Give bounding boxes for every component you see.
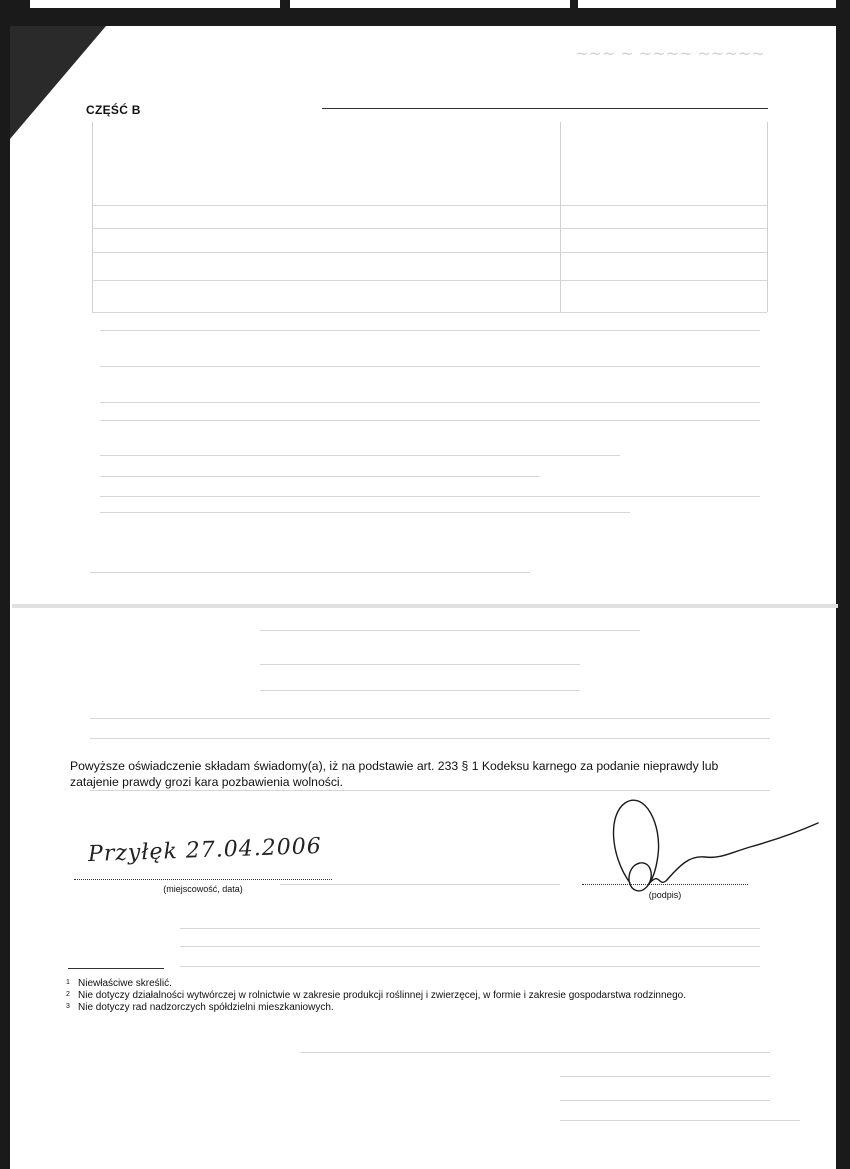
scan-border-gap — [578, 0, 838, 8]
bleed-through-rule — [100, 402, 760, 403]
bleed-through-rule — [260, 664, 580, 665]
footnote-text: Nie dotyczy działalności wytwórczej w rolnictwie w zakresie produkcji roślinnej i zwierzęcej, w formie i zakresie gospodarstwa rodzinnego. — [78, 990, 687, 1001]
bleed-through-rule — [560, 122, 561, 312]
section-title: CZĘŚĆ B — [86, 103, 141, 117]
footnote-number: 1 — [66, 979, 70, 986]
bleed-through-rule — [90, 790, 770, 791]
bleed-through-rule — [12, 604, 838, 608]
bleed-through-rule — [92, 205, 767, 206]
bleed-through-rule — [560, 1100, 770, 1101]
bleed-through-rule — [260, 630, 640, 631]
bleed-through-rule — [180, 946, 760, 947]
bleed-through-rule — [90, 718, 770, 719]
bleed-through-rule — [100, 420, 760, 421]
bleed-through-rule — [100, 496, 760, 497]
footnote-2 — [66, 990, 766, 1002]
bleed-through-rule — [180, 928, 760, 929]
bleed-through-rule — [300, 1052, 770, 1053]
signature-caption: (podpis) — [648, 890, 682, 900]
bleed-through-rule — [92, 252, 767, 253]
bleed-through-rule — [92, 280, 767, 281]
footnote-number: 2 — [66, 991, 70, 998]
bleed-through-rule — [100, 512, 630, 513]
footnote-number: 3 — [66, 1003, 70, 1010]
handwritten-signature — [600, 795, 830, 905]
footnote-1 — [66, 978, 766, 990]
bleed-through-rule — [100, 330, 760, 331]
footnotes — [66, 978, 766, 1014]
bleed-through-rule — [100, 455, 620, 456]
signature-line — [582, 884, 748, 885]
bleed-through-rule — [100, 366, 760, 367]
bleed-through-rule — [90, 572, 530, 573]
footnote-3 — [66, 1002, 766, 1014]
bleed-through-rule — [560, 1076, 770, 1077]
footnote-separator — [68, 968, 164, 969]
scan-border-top — [0, 0, 850, 26]
place-date-line — [74, 879, 332, 880]
bleed-through-rule — [180, 966, 760, 967]
footnote-text: Nie dotyczy rad nadzorczych spółdzielni mieszkaniowych. — [78, 1002, 334, 1013]
bleed-through-rule — [90, 738, 770, 739]
footnote-text: Niewłaściwe skreślić. — [78, 978, 172, 989]
bleed-through-rule — [767, 122, 768, 312]
section-title-rule — [322, 108, 768, 109]
bleed-through-rule — [260, 690, 580, 691]
scan-border-right — [836, 0, 850, 1169]
bleed-through-rule — [92, 122, 93, 312]
place-date-caption: (miejscowość, data) — [163, 884, 243, 894]
bleed-through-rule — [92, 228, 767, 229]
declaration-statement: Powyższe oświadczenie składam świadomy(a), iż na podstawie art. 233 § 1 Kodeksu karnego za podanie nieprawdy lub zatajenie prawdy grozi kara pozbawienia wolności. — [70, 759, 719, 789]
place-date-handwritten: Przyłęk 27.04.2006 — [87, 833, 323, 868]
bleed-through-handwriting: ~~~ ~ ~~~~ ~~~~~ — [575, 44, 765, 63]
scan-border-gap — [290, 0, 570, 8]
bleed-through-rule — [560, 1120, 800, 1121]
bleed-through-rule — [92, 312, 767, 313]
scan-border-gap — [30, 0, 280, 8]
bleed-through-rule — [100, 476, 540, 477]
